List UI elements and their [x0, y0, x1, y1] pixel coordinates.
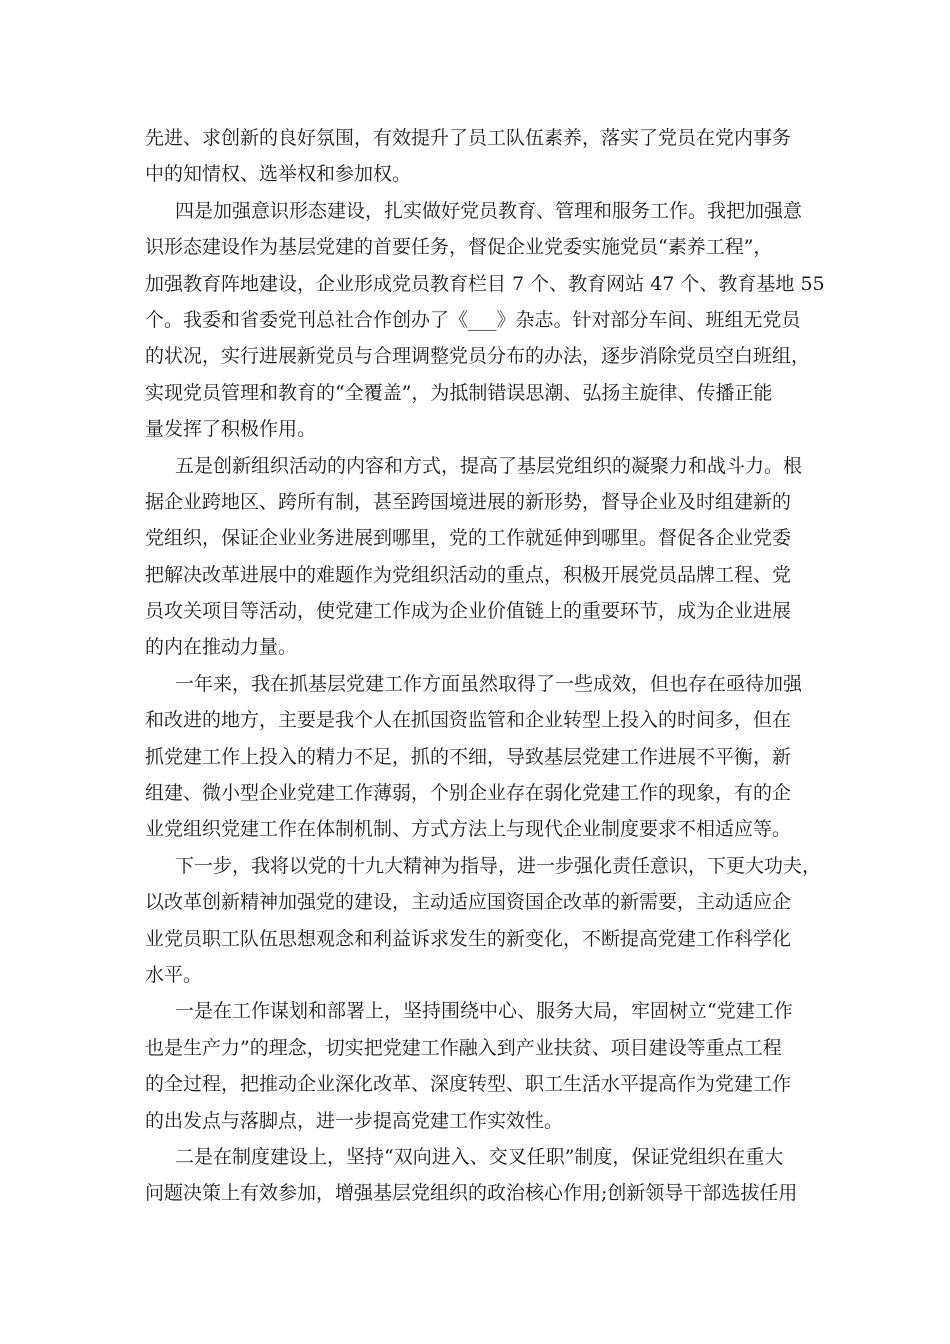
paragraph-first-line: 一是在工作谋划和部署上，坚持围绕中心、服务大局，牢固树立“党建工作 — [175, 1000, 793, 1023]
paragraph-first-line: 五是创新组织活动的内容和方式，提高了基层党组织的凝聚力和战斗力。根 — [175, 454, 803, 477]
text-line: 组建、微小型企业党建工作薄弱，个别企业存在弱化党建工作的现象，有的企 — [145, 782, 792, 805]
text-line: 也是生产力”的理念，切实把党建工作融入到产业扶贫、项目建设等重点工程 — [145, 1036, 782, 1059]
text-line: 先进、求创新的良好氛围，有效提升了员工队伍素养，落实了党员在党内事务 — [145, 127, 792, 149]
paragraph-first-line: 四是加强意识形态建设，扎实做好党员教育、管理和服务工作。我把加强意 — [175, 199, 803, 222]
paragraph-first-line: 下一步，我将以党的十九大精神为指导，进一步强化责任意识，下更大功夫， — [175, 854, 822, 877]
text-line: 量发挥了积极作用。 — [145, 418, 317, 441]
text-line: 以改革创新精神加强党的建设，主动适应国资国企改革的新需要，主动适应企 — [145, 891, 792, 914]
text-line: 的内在推动力量。 — [145, 636, 298, 659]
text-line: 的出发点与落脚点，进一步提高党建工作实效性。 — [145, 1109, 564, 1132]
text-line: 个。我委和省委党刊总社合作创办了《___》杂志。针对部分车间、班组无党员 — [145, 308, 801, 331]
paragraph-first-line: 二是在制度建设上，坚持“双向进入、交叉任职”制度，保证党组织在重大 — [175, 1145, 784, 1168]
text-line: 实现党员管理和教育的“全覆盖”，为抵制错误思潮、弘扬主旋律、传播正能 — [145, 381, 773, 404]
text-line: 党组织，保证企业业务进展到哪里，党的工作就延伸到哪里。督促各企业党委 — [145, 527, 792, 550]
text-line: 识形态建设作为基层党建的首要任务，督促企业党委实施党员“素养工程”， — [145, 236, 773, 259]
text-line: 业党员职工队伍思想观念和利益诉求发生的新变化，不断提高党建工作科学化 — [145, 927, 792, 950]
text-line: 中的知情权、选举权和参加权。 — [145, 163, 412, 186]
text-line: 的状况，实行进展新党员与合理调整党员分布的办法，逐步消除党员空白班组， — [145, 345, 811, 368]
text-line: 加强教育阵地建设，企业形成党员教育栏目 7 个、教育网站 47 个、教育基地 55 — [145, 272, 825, 295]
document-body — [145, 120, 825, 1212]
text-line: 抓党建工作上投入的精力不足，抓的不细，导致基层党建工作进展不平衡，新 — [145, 745, 792, 768]
text-line: 的全过程，把推动企业深化改革、深度转型、职工生活水平提高作为党建工作 — [145, 1073, 792, 1096]
text-line: 业党组织党建工作在体制机制、方式方法上与现代企业制度要求不相适应等。 — [145, 818, 792, 841]
text-line: 据企业跨地区、跨所有制，甚至跨国境进展的新形势，督导企业及时组建新的 — [145, 490, 792, 513]
paragraph-first-line: 一年来，我在抓基层党建工作方面虽然取得了一些成效，但也存在亟待加强 — [175, 672, 803, 695]
text-line: 把解决改革进展中的难题作为党组织活动的重点，积极开展党员品牌工程、党 — [145, 563, 792, 586]
text-line: 水平。 — [145, 963, 203, 986]
text-line: 和改进的地方，主要是我个人在抓国资监管和企业转型上投入的时间多，但在 — [145, 709, 792, 732]
text-line: 问题决策上有效参加，增强基层党组织的政治核心作用;创新领导干部选拔任用 — [145, 1182, 798, 1205]
text-line: 员攻关项目等活动，使党建工作成为企业价值链上的重要环节，成为企业进展 — [145, 600, 792, 623]
